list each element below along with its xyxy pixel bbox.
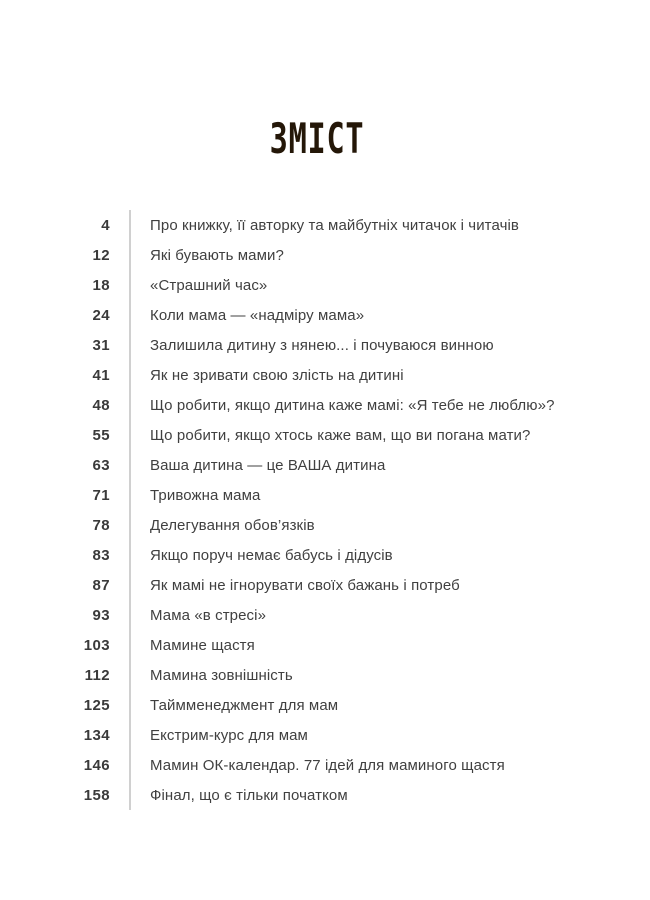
toc-row <box>0 330 650 360</box>
table-of-contents <box>0 210 650 810</box>
toc-page-number: 18 <box>92 276 110 294</box>
toc-page-number: 93 <box>92 606 110 624</box>
toc-row <box>0 240 650 270</box>
toc-entry-title: Що робити, якщо хтось каже вам, що ви погана мати? <box>129 420 530 450</box>
toc-entry-title: Екстрим-курс для мам <box>129 720 308 750</box>
toc-row <box>0 690 650 720</box>
toc-entry-title: «Страшний час» <box>129 270 267 300</box>
toc-page-number: 103 <box>83 636 110 654</box>
toc-entry-title: Делегування обов’язків <box>129 510 315 540</box>
toc-page-number: 24 <box>92 306 110 324</box>
toc-page-number: 4 <box>101 216 110 234</box>
toc-page-number: 48 <box>92 396 110 414</box>
toc-row <box>0 630 650 660</box>
toc-row <box>0 420 650 450</box>
toc-row <box>0 300 650 330</box>
toc-row <box>0 480 650 510</box>
toc-entry-title: Залишила дитину з нянею... і почуваюся винною <box>129 330 494 360</box>
toc-page-number: 78 <box>92 516 110 534</box>
toc-entry-title: Тривожна мама <box>129 480 260 510</box>
toc-page-number: 83 <box>92 546 110 564</box>
toc-page-number: 71 <box>92 486 110 504</box>
toc-entry-title: Що робити, якщо дитина каже мамі: «Я тебе не люблю»? <box>129 390 555 420</box>
page-title: ЗМІСТ <box>269 114 365 163</box>
toc-page-number: 41 <box>92 366 110 384</box>
toc-entry-title: Мамин ОК-календар. 77 ідей для маминого щастя <box>129 750 505 780</box>
toc-entry-title: Мамине щастя <box>129 630 255 660</box>
toc-page-number: 158 <box>83 786 110 804</box>
toc-entry-title: Коли мама — «надміру мама» <box>129 300 364 330</box>
toc-row <box>0 660 650 690</box>
toc-row <box>0 780 650 810</box>
toc-entry-title: Мамина зовнішність <box>129 660 293 690</box>
toc-page-number: 146 <box>83 756 110 774</box>
toc-row <box>0 450 650 480</box>
toc-row <box>0 390 650 420</box>
toc-page-number: 87 <box>92 576 110 594</box>
toc-row <box>0 540 650 570</box>
toc-page-number: 12 <box>92 246 110 264</box>
toc-row <box>0 570 650 600</box>
toc-row <box>0 270 650 300</box>
toc-entry-title: Які бувають мами? <box>129 240 284 270</box>
toc-entry-title: Мама «в стресі» <box>129 600 266 630</box>
toc-row <box>0 360 650 390</box>
toc-entry-title: Таймменеджмент для мам <box>129 690 338 720</box>
toc-entry-title: Як мамі не ігнорувати своїх бажань і потреб <box>129 570 460 600</box>
toc-entry-title: Ваша дитина — це ВАША дитина <box>129 450 385 480</box>
toc-row <box>0 210 650 240</box>
toc-entry-title: Фінал, що є тільки початком <box>129 780 348 810</box>
toc-entry-title: Якщо поруч немає бабусь і дідусів <box>129 540 393 570</box>
toc-entry-title: Як не зривати свою злість на дитині <box>129 360 404 390</box>
toc-row <box>0 510 650 540</box>
toc-page-number: 55 <box>92 426 110 444</box>
toc-page-number: 31 <box>92 336 110 354</box>
toc-row <box>0 720 650 750</box>
toc-page-number: 112 <box>84 666 110 684</box>
toc-row <box>0 600 650 630</box>
toc-entry-title: Про книжку, її авторку та майбутніх читачок і читачів <box>129 210 519 240</box>
toc-row <box>0 750 650 780</box>
toc-page-number: 134 <box>83 726 110 744</box>
toc-page-number: 125 <box>83 696 110 714</box>
toc-page-number: 63 <box>92 456 110 474</box>
